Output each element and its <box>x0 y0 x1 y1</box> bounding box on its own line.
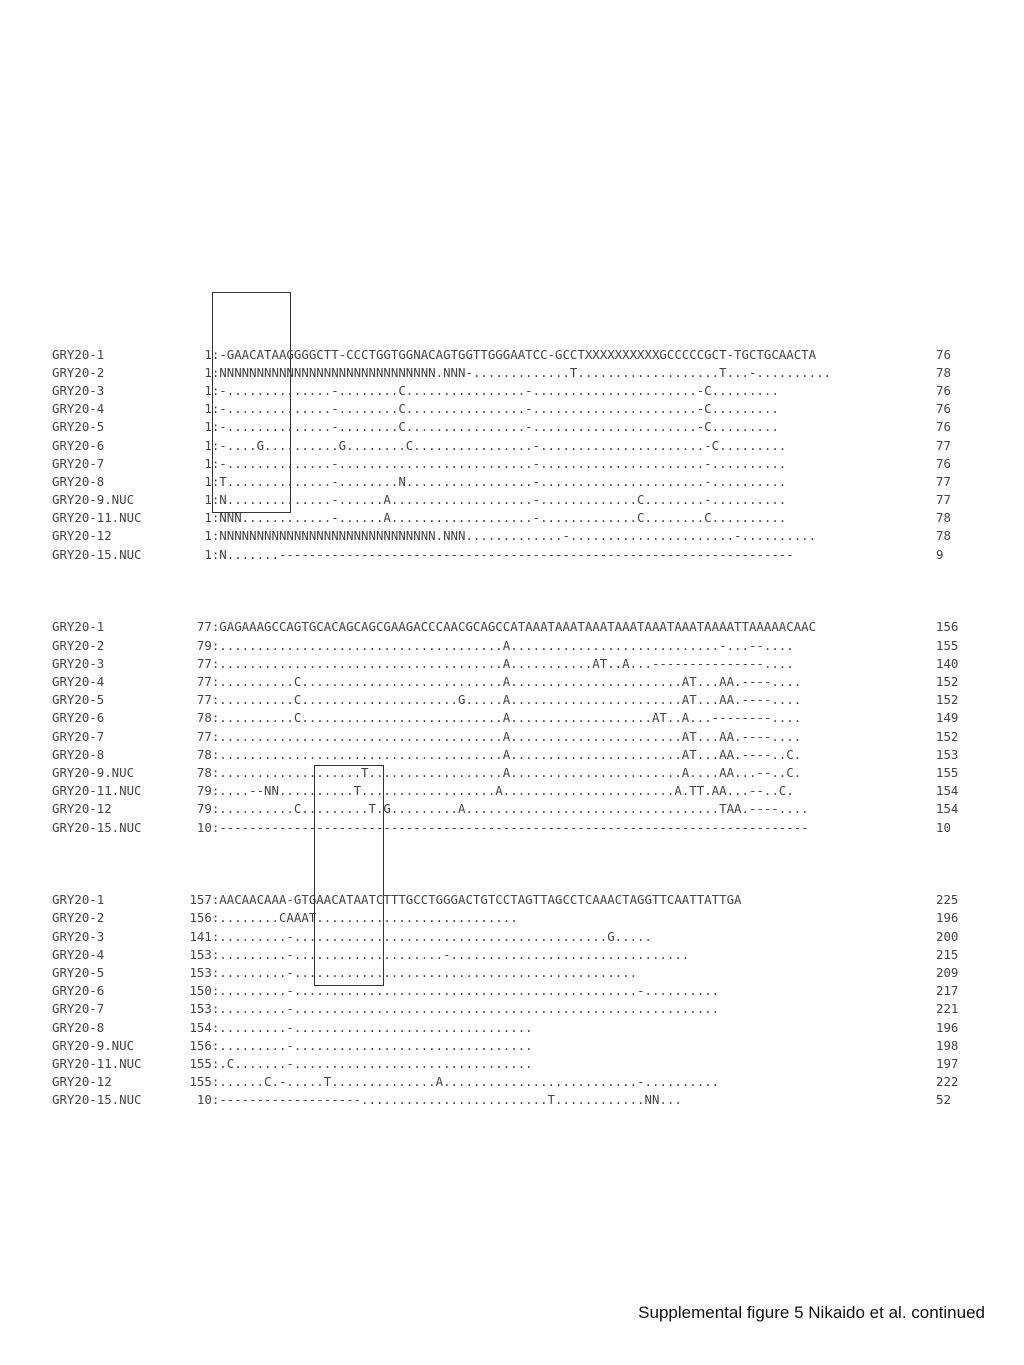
sequence-data <box>182 546 794 564</box>
sequence-residues: N..............-......A...................-.............C........-.......... <box>219 492 787 508</box>
alignment-row <box>52 364 951 382</box>
sequence-name: GRY20-5 <box>52 965 105 981</box>
end-position: 152 <box>936 728 959 744</box>
sequence-residues: ......................................A.......................AT...AA.----..C. <box>219 746 802 762</box>
start-position: 155: <box>189 1074 220 1090</box>
sequence-name: GRY20-4 <box>52 946 105 962</box>
sequence-data <box>182 1055 533 1073</box>
sequence-alignment <box>52 291 959 1164</box>
sequence-name: GRY20-8 <box>52 1019 105 1035</box>
sequence-name: GRY20-12 <box>52 801 112 817</box>
alignment-row <box>52 618 959 636</box>
sequence-residues: NNNNNNNNNNNNNNNNNNNNNNNNNNNNN.NNN.............-......................-.......... <box>219 528 817 544</box>
end-position: 76 <box>936 401 951 417</box>
alignment-row <box>52 709 959 727</box>
sequence-name: GRY20-1 <box>52 619 105 635</box>
end-position: 152 <box>936 674 959 690</box>
sequence-residues: -....G..........G........C................-......................-C......... <box>219 437 787 453</box>
sequence-residues: GAGAAAGCCAGTGCACAGCAGCGAAGACCCAACGCAGCCATAAATAAATAAATAAATAAATAAATAAAATTAAAAACAAC <box>219 619 817 635</box>
sequence-residues: ..........C...........................A.......................AT...AA.----.... <box>219 674 802 690</box>
start-position: 77: <box>196 655 220 671</box>
sequence-residues: -..............-........C................-......................-C......... <box>219 401 779 417</box>
sequence-name: GRY20-7 <box>52 455 105 471</box>
end-position: 215 <box>936 946 959 962</box>
sequence-residues: .........-..............................................-.......... <box>219 983 720 999</box>
sequence-data <box>182 691 801 709</box>
alignment-row <box>52 655 959 673</box>
sequence-name: GRY20-11.NUC <box>52 783 142 799</box>
start-position: 78: <box>196 764 220 780</box>
alignment-row <box>52 382 951 400</box>
sequence-name: GRY20-7 <box>52 728 105 744</box>
sequence-name: GRY20-5 <box>52 692 105 708</box>
start-position: 78: <box>196 710 220 726</box>
start-position: 150: <box>189 983 220 999</box>
start-position: 154: <box>189 1019 220 1035</box>
sequence-name: GRY20-15.NUC <box>52 1092 142 1108</box>
sequence-data <box>182 527 816 545</box>
end-position: 76 <box>936 455 951 471</box>
sequence-data <box>182 709 801 727</box>
sequence-name: GRY20-6 <box>52 983 105 999</box>
end-position: 198 <box>936 1037 959 1053</box>
alignment-row <box>52 1055 959 1073</box>
alignment-row <box>52 673 959 691</box>
end-position: 155 <box>936 764 959 780</box>
start-position: 77: <box>196 619 220 635</box>
sequence-name: GRY20-2 <box>52 364 105 380</box>
start-position: 77: <box>196 674 220 690</box>
sequence-data <box>182 728 801 746</box>
sequence-residues: ........CAAAT........................... <box>219 910 518 926</box>
sequence-data <box>182 618 816 636</box>
sequence-data <box>182 1073 719 1091</box>
end-position: 209 <box>936 965 959 981</box>
motif-box-block-1 <box>212 292 291 513</box>
motif-box-block-3 <box>314 765 384 986</box>
alignment-row <box>52 1091 951 1109</box>
alignment-row <box>52 527 951 545</box>
sequence-residues: ......C.-.....T..............A..........................-.......... <box>219 1074 720 1090</box>
alignment-row <box>52 400 951 418</box>
sequence-residues: .........-................................ <box>219 1037 533 1053</box>
sequence-residues: -..............-........C................-......................-C......... <box>219 382 779 398</box>
end-position: 9 <box>936 546 944 562</box>
sequence-residues: NNN............-......A...................-.............C........C.......... <box>219 510 787 526</box>
sequence-residues: ..........C.....................G.....A.......................AT...AA.----.... <box>219 692 802 708</box>
end-position: 10 <box>936 819 951 835</box>
alignment-row <box>52 546 944 564</box>
sequence-data <box>182 800 809 818</box>
alignment-block-2 <box>52 618 959 836</box>
sequence-residues: ..........C.........T.G.........A..................................TAA.----.... <box>219 801 809 817</box>
sequence-residues: NNNNNNNNNNNNNNNNNNNNNNNNNNNNN.NNN-.............T...................T...-.......... <box>219 364 831 380</box>
alignment-row <box>52 782 959 800</box>
end-position: 149 <box>936 710 959 726</box>
alignment-row <box>52 455 951 473</box>
sequence-residues: .C.......-................................ <box>219 1055 533 1071</box>
start-position: 1: <box>204 473 220 489</box>
alignment-row <box>52 691 959 709</box>
alignment-row <box>52 418 951 436</box>
alignment-row <box>52 946 959 964</box>
sequence-residues: -------------------.........................T............NN... <box>219 1092 682 1108</box>
sequence-residues: ......................................A.......................AT...AA.----.... <box>219 728 802 744</box>
end-position: 77 <box>936 437 951 453</box>
sequence-data <box>182 819 809 837</box>
sequence-residues: ..........C...........................A...................AT..A...--------.... <box>219 710 802 726</box>
end-position: 76 <box>936 419 951 435</box>
alignment-row <box>52 1037 959 1055</box>
sequence-name: GRY20-8 <box>52 473 105 489</box>
sequence-name: GRY20-9.NUC <box>52 1037 135 1053</box>
sequence-name: GRY20-11.NUC <box>52 510 142 526</box>
start-position: 157: <box>189 892 220 908</box>
sequence-residues: -..............-..........................-......................-.......... <box>219 455 787 471</box>
start-position: 153: <box>189 946 220 962</box>
sequence-name: GRY20-5 <box>52 419 105 435</box>
sequence-residues: .........-..........................................G..... <box>219 928 652 944</box>
alignment-row <box>52 800 959 818</box>
sequence-residues: -..............-........C................-......................-C......... <box>219 419 779 435</box>
sequence-name: GRY20-3 <box>52 382 105 398</box>
sequence-data <box>182 782 794 800</box>
end-position: 140 <box>936 655 959 671</box>
start-position: 1: <box>204 492 220 508</box>
alignment-row <box>52 891 959 909</box>
end-position: 76 <box>936 346 951 362</box>
sequence-data <box>182 982 719 1000</box>
sequence-data <box>182 1000 719 1018</box>
start-position: 77: <box>196 728 220 744</box>
end-position: 152 <box>936 692 959 708</box>
sequence-name: GRY20-12 <box>52 1074 112 1090</box>
alignment-row <box>52 728 959 746</box>
end-position: 78 <box>936 528 951 544</box>
sequence-residues: ......................................A............................-...--.... <box>219 637 794 653</box>
start-position: 1: <box>204 437 220 453</box>
sequence-name: GRY20-2 <box>52 910 105 926</box>
alignment-block-3 <box>52 891 959 1109</box>
end-position: 221 <box>936 1001 959 1017</box>
sequence-name: GRY20-9.NUC <box>52 764 135 780</box>
sequence-residues: N.......--------------------------------------------------------------------- <box>219 546 794 562</box>
start-position: 153: <box>189 1001 220 1017</box>
start-position: 10: <box>196 819 220 835</box>
start-position: 1: <box>204 510 220 526</box>
sequence-name: GRY20-4 <box>52 401 105 417</box>
sequence-residues: T..............-........N.................-......................-.......... <box>219 473 787 489</box>
sequence-name: GRY20-15.NUC <box>52 546 142 562</box>
start-position: 1: <box>204 419 220 435</box>
sequence-name: GRY20-15.NUC <box>52 819 142 835</box>
sequence-residues: ......................................A...........AT..A...---------------.... <box>219 655 794 671</box>
end-position: 76 <box>936 382 951 398</box>
alignment-row <box>52 928 959 946</box>
sequence-data <box>182 946 689 964</box>
alignment-row <box>52 637 959 655</box>
start-position: 141: <box>189 928 220 944</box>
start-position: 153: <box>189 965 220 981</box>
alignment-row <box>52 982 959 1000</box>
sequence-data <box>182 964 637 982</box>
sequence-data <box>182 764 801 782</box>
alignment-row <box>52 1000 959 1018</box>
alignment-block-1 <box>52 346 951 564</box>
end-position: 196 <box>936 910 959 926</box>
sequence-name: GRY20-2 <box>52 637 105 653</box>
sequence-name: GRY20-4 <box>52 674 105 690</box>
alignment-row <box>52 509 951 527</box>
start-position: 1: <box>204 382 220 398</box>
start-position: 79: <box>196 801 220 817</box>
sequence-data <box>182 891 741 909</box>
end-position: 197 <box>936 1055 959 1071</box>
start-position: 1: <box>204 455 220 471</box>
sequence-name: GRY20-6 <box>52 710 105 726</box>
end-position: 222 <box>936 1074 959 1090</box>
end-position: 154 <box>936 801 959 817</box>
start-position: 1: <box>204 364 220 380</box>
end-position: 196 <box>936 1019 959 1035</box>
sequence-residues: ...................T..................A.......................A....AA...--..C. <box>219 764 802 780</box>
end-position: 78 <box>936 510 951 526</box>
sequence-data <box>182 928 652 946</box>
start-position: 1: <box>204 401 220 417</box>
figure-caption: Supplemental figure 5 Nikaido et al. continued <box>638 1303 985 1322</box>
start-position: 78: <box>196 746 220 762</box>
sequence-residues: ------------------------------------------------------------------------------- <box>219 819 809 835</box>
start-position: 1: <box>204 346 220 362</box>
sequence-residues: AACAACAAA-GTGAACATAATCTTTGCCTGGGACTGTCCTAGTTAGCCTCAAACTAGGTTCAATTATTGA <box>219 892 742 908</box>
sequence-residues: .........-................................ <box>219 1019 533 1035</box>
start-position: 156: <box>189 910 220 926</box>
end-position: 155 <box>936 637 959 653</box>
sequence-name: GRY20-1 <box>52 346 105 362</box>
end-position: 154 <box>936 783 959 799</box>
alignment-row <box>52 346 951 364</box>
sequence-residues: -GAACATAAGGGGCTT-CCCTGGTGGNACAGTGGTTGGGAATCC-GCCTXXXXXXXXXXGCCCCCGCT-TGCTGCAACTA <box>219 346 817 362</box>
alignment-row <box>52 819 951 837</box>
alignment-row <box>52 746 959 764</box>
sequence-residues: .........-....................-................................ <box>219 946 690 962</box>
sequence-name: GRY20-11.NUC <box>52 1055 142 1071</box>
end-position: 78 <box>936 364 951 380</box>
sequence-data <box>182 673 801 691</box>
sequence-name: GRY20-8 <box>52 746 105 762</box>
sequence-name: GRY20-1 <box>52 892 105 908</box>
start-position: 1: <box>204 528 220 544</box>
sequence-name: GRY20-12 <box>52 528 112 544</box>
end-position: 217 <box>936 983 959 999</box>
alignment-row <box>52 1019 959 1037</box>
alignment-row <box>52 1073 959 1091</box>
sequence-name: GRY20-3 <box>52 928 105 944</box>
end-position: 52 <box>936 1092 951 1108</box>
start-position: 77: <box>196 692 220 708</box>
end-position: 156 <box>936 619 959 635</box>
alignment-row <box>52 473 951 491</box>
start-position: 155: <box>189 1055 220 1071</box>
start-position: 156: <box>189 1037 220 1053</box>
sequence-data <box>182 637 794 655</box>
end-position: 200 <box>936 928 959 944</box>
sequence-data <box>182 1019 533 1037</box>
alignment-row <box>52 764 959 782</box>
start-position: 10: <box>196 1092 220 1108</box>
sequence-name: GRY20-9.NUC <box>52 492 135 508</box>
sequence-name: GRY20-6 <box>52 437 105 453</box>
start-position: 79: <box>196 783 220 799</box>
sequence-residues: ....--NN..........T..................A.......................A.TT.AA...--..C. <box>219 783 794 799</box>
sequence-residues: .........-......................................................... <box>219 1001 720 1017</box>
sequence-residues: .........-.............................................. <box>219 965 638 981</box>
sequence-data <box>182 655 794 673</box>
sequence-data <box>182 1037 533 1055</box>
start-position: 79: <box>196 637 220 653</box>
end-position: 225 <box>936 892 959 908</box>
sequence-name: GRY20-3 <box>52 655 105 671</box>
end-position: 77 <box>936 473 951 489</box>
end-position: 153 <box>936 746 959 762</box>
alignment-row <box>52 437 951 455</box>
sequence-name: GRY20-7 <box>52 1001 105 1017</box>
alignment-row <box>52 964 959 982</box>
start-position: 1: <box>204 546 220 562</box>
sequence-data <box>182 1091 682 1109</box>
alignment-row <box>52 491 951 509</box>
sequence-data <box>182 746 801 764</box>
alignment-row <box>52 909 959 927</box>
end-position: 77 <box>936 492 951 508</box>
